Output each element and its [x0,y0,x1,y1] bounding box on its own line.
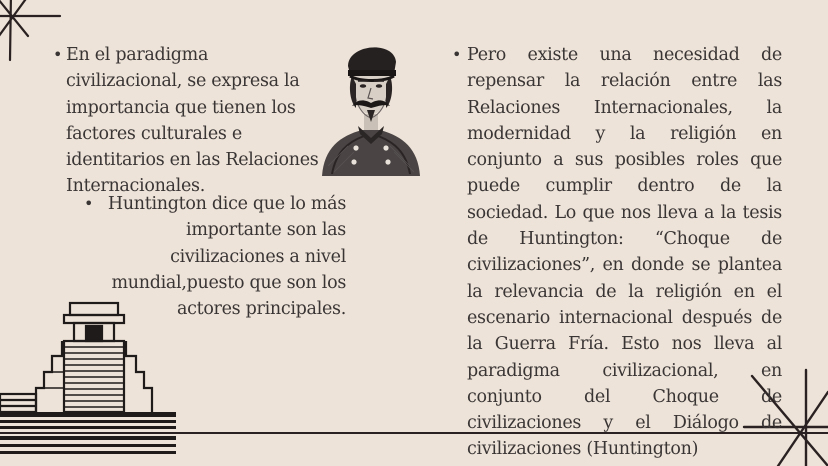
portrait-engraving [318,26,424,184]
left-bullet-text-2: Huntington dice que lo más importante son las civilizaciones a nivel mundial,puesto que son los actores principales. [107,194,346,320]
bullet-marker: • [452,45,462,64]
left-bullet-text-1: En el paradigma civilizacional, se expresa la importancia que tienen los factores culturales e identitarios en las Relaciones Internacionales. [66,45,319,197]
bullet-marker: • [84,194,94,213]
pyramid-icon [0,303,176,454]
bullet-marker: • [53,45,63,64]
right-bullet-text: Pero existe una necesidad de repensar la relación entre las Relaciones Internacionales, la modernidad y la religión en conjunto a sus posibles roles que puede cumplir dentro de la sociedad. Lo que nos lleva a la tesis de Huntington: “Choque de civilizaciones”, en donde se plantea la relevancia de la religión en el escenario internacional después de la Guerra Fría. Esto nos lleva al paradigma civilizacional, en conjunto del Choque de civilizaciones y el Diálogo de civilizaciones (Huntington) [467,45,782,460]
sparkle-star-icon [0,0,60,60]
